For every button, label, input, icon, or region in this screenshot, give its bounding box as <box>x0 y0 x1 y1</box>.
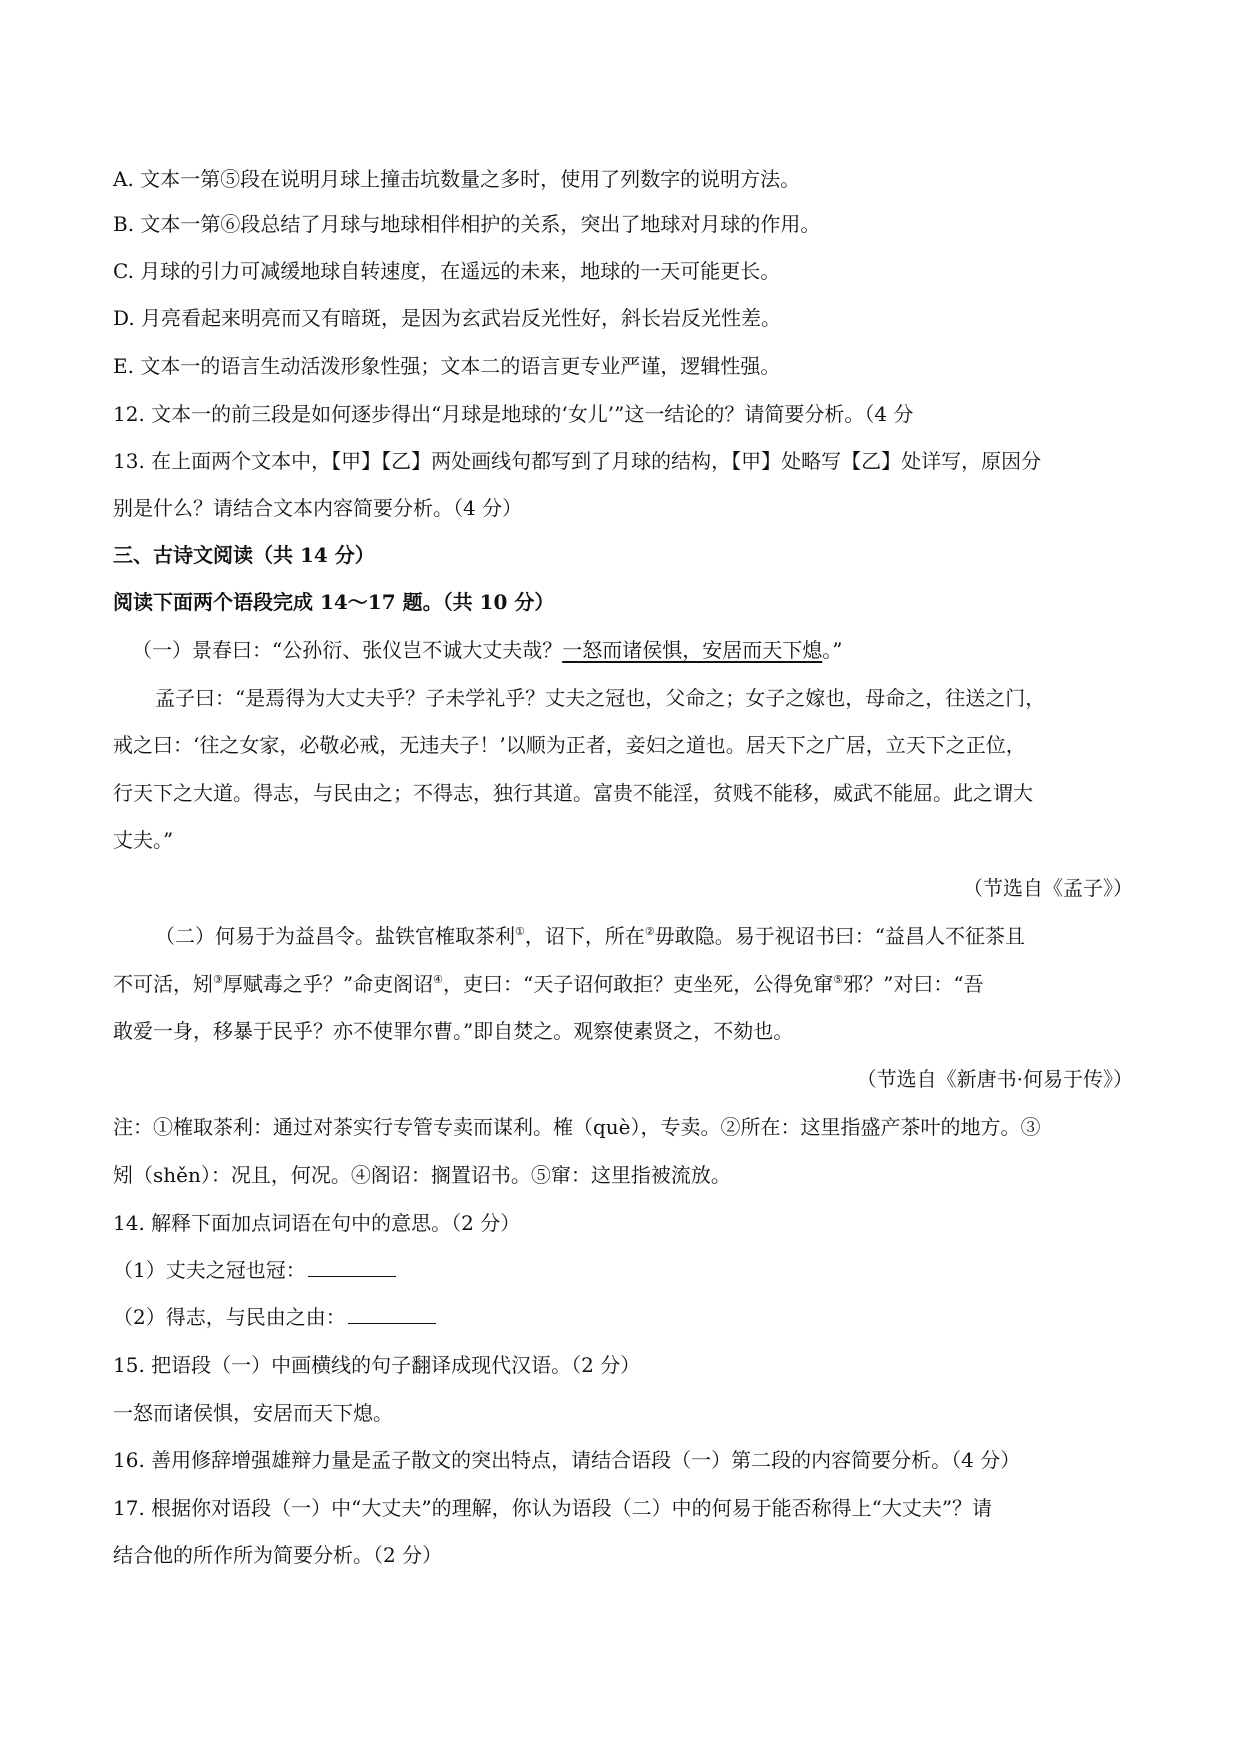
passage1-line1-end: 。” <box>822 638 843 662</box>
passage2-source: （节选自《新唐书·何易于传》） <box>856 1067 1133 1091</box>
note-mark-5: ⑤ <box>833 973 844 986</box>
question-17-line1: 17. 根据你对语段（一）中“大丈夫”的理解，你认为语段（二）中的何易于能否称得上“大丈夫”？请 <box>113 1496 993 1520</box>
passage2-line1-c: 毋敢隐。易于视诏书曰：“益昌人不征茶且 <box>654 924 1025 948</box>
passage1-line4: 行天下之大道。得志，与民由之；不得志，独行其道。富贵不能淫，贫贱不能移，威武不能屈。此之谓大 <box>113 781 1033 805</box>
passage2-line1 <box>155 922 1175 950</box>
passage2-line1-b: ，诏下，所在 <box>524 924 645 948</box>
question-15-sentence: 一怒而诸侯惧，安居而天下熄。 <box>113 1401 393 1425</box>
question-15: 15. 把语段（一）中画横线的句子翻译成现代汉语。（2 分） <box>113 1353 641 1377</box>
section-subheading: 阅读下面两个语段完成 14～17 题。（共 10 分） <box>113 590 555 614</box>
note-mark-3: ③ <box>213 973 223 986</box>
question-16: 16. 善用修辞增强雄辩力量是孟子散文的突出特点，请结合语段（一）第二段的内容简要分析。（4 分） <box>113 1448 1021 1472</box>
passage2-line2-d: 邪？”对曰：“吾 <box>843 972 984 996</box>
passage1-line5: 丈夫。” <box>113 828 174 852</box>
passage2-line2 <box>113 970 1133 998</box>
section-heading: 三、古诗文阅读（共 14 分） <box>113 543 375 567</box>
notes-line2: 矧（shěn）：况且，何况。④阁诏：搁置诏书。⑤窜：这里指被流放。 <box>113 1163 731 1187</box>
question-14-item2-label: （2）得志，与民由之由： <box>113 1305 346 1329</box>
question-17-line2: 结合他的所作所为简要分析。（2 分） <box>113 1543 443 1567</box>
passage1-line1-start: （一）景春曰：“公孙衍、张仪岂不诚大丈夫哉？ <box>132 638 563 662</box>
option-a: A. 文本一第⑤段在说明月球上撞击坑数量之多时，使用了列数字的说明方法。 <box>113 167 801 191</box>
passage2-line3: 敢爱一身，移暴于民乎？亦不使罪尔曹。”即自焚之。观察使素贤之，不劾也。 <box>113 1019 794 1043</box>
passage2-line1-a: （二）何易于为益昌令。盐铁官榷取茶利 <box>155 924 515 948</box>
answer-blank-2[interactable] <box>348 1303 436 1324</box>
note-mark-2: ② <box>644 925 655 938</box>
answer-blank-1[interactable] <box>308 1256 396 1277</box>
passage2-line2-a: 不可活，矧 <box>113 972 213 996</box>
question-14-item1 <box>113 1256 1133 1284</box>
passage2-line2-c: ，吏曰：“天子诏何敢拒？吏坐死，公得免窜 <box>442 972 834 996</box>
option-b: B. 文本一第⑥段总结了月球与地球相伴相护的关系，突出了地球对月球的作用。 <box>113 212 821 236</box>
underlined-sentence: 一怒而诸侯惧，安居而天下熄 <box>562 638 823 662</box>
question-14-item1-label: （1）丈夫之冠也冠： <box>113 1258 306 1282</box>
question-14: 14. 解释下面加点词语在句中的意思。（2 分） <box>113 1211 521 1235</box>
passage1-source: （节选自《孟子》） <box>963 876 1133 900</box>
note-mark-1: ① <box>515 925 525 938</box>
passage2-line2-b: 厚赋毒之乎？”命吏阁诏 <box>222 972 434 996</box>
question-14-item2 <box>113 1303 1133 1331</box>
question-13-line1: 13. 在上面两个文本中，【甲】【乙】两处画线句都写到了月球的结构，【甲】处略写【乙】处详写，原因分 <box>113 449 1042 473</box>
option-c: C. 月球的引力可减缓地球自转速度，在遥远的未来，地球的一天可能更长。 <box>113 259 781 283</box>
passage1-line3: 戒之曰：‘往之女家，必敬必戒，无违夫子！’以顺为正者，妾妇之道也。居天下之广居，立天下之正位， <box>113 733 1026 757</box>
notes-line1: 注：①榷取茶利：通过对茶实行专管专卖而谋利。榷（què），专卖。②所在：这里指盛产茶叶的地方。③ <box>113 1115 1041 1139</box>
question-12: 12. 文本一的前三段是如何逐步得出“月球是地球的‘女儿’”这一结论的？请简要分析。（4 分 <box>113 402 914 426</box>
note-mark-4: ④ <box>433 973 443 986</box>
passage1-line1 <box>132 636 1152 664</box>
passage1-line2: 孟子曰：“是焉得为大丈夫乎？子未学礼乎？丈夫之冠也，父命之；女子之嫁也，母命之，往送之门， <box>155 686 1046 710</box>
option-d: D. 月亮看起来明亮而又有暗斑，是因为玄武岩反光性好，斜长岩反光性差。 <box>113 306 782 330</box>
question-13-line2: 别是什么？请结合文本内容简要分析。（4 分） <box>113 496 523 520</box>
option-e: E. 文本一的语言生动活泼形象性强；文本二的语言更专业严谨，逻辑性强。 <box>113 354 781 378</box>
